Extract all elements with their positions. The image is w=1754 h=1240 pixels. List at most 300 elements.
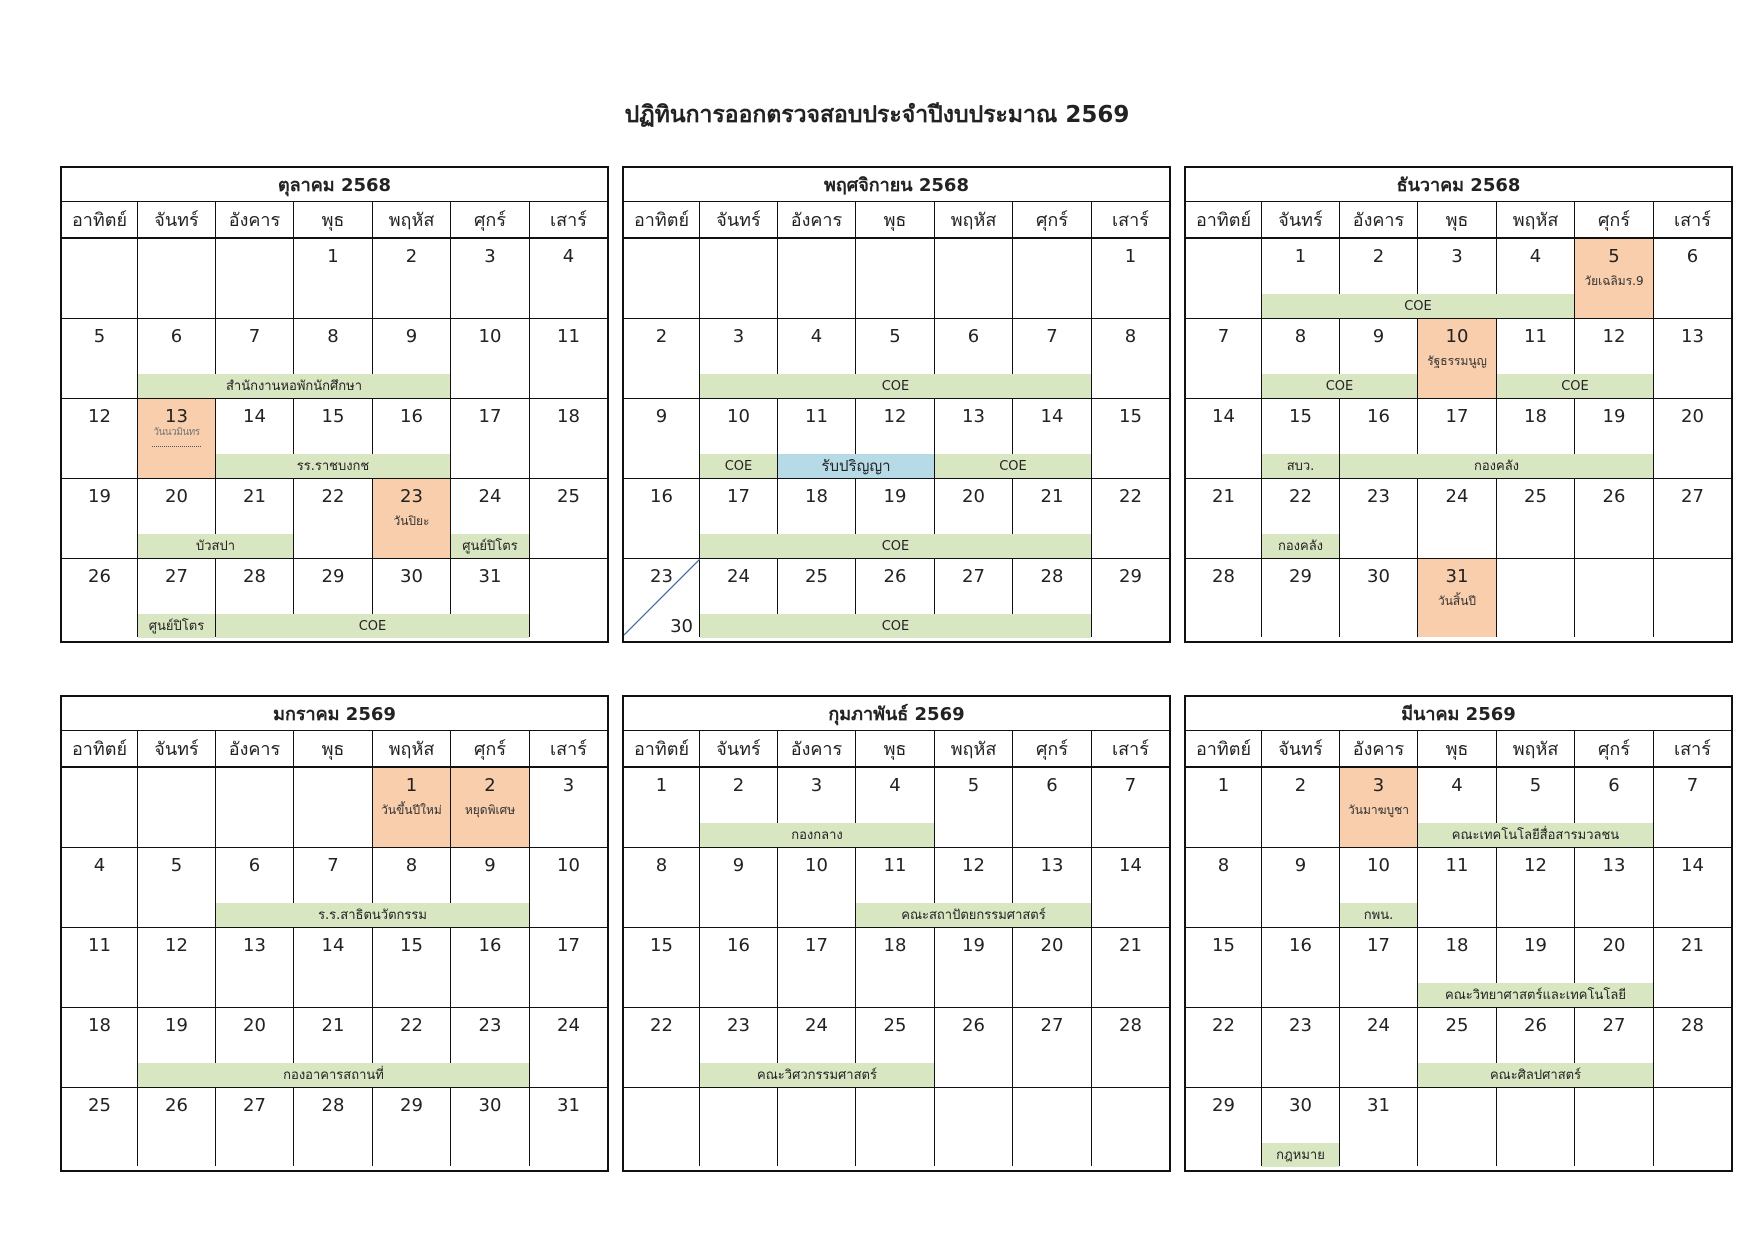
weekday-header: เสาร์ bbox=[1092, 202, 1169, 239]
day-cell[interactable] bbox=[216, 1088, 294, 1166]
day-number: 20 bbox=[1681, 406, 1704, 427]
day-number: 6 bbox=[1686, 246, 1699, 267]
day-number: 19 bbox=[883, 486, 907, 507]
weekday-header: อังคาร bbox=[216, 731, 294, 768]
day-cell[interactable] bbox=[294, 239, 373, 319]
day-number: 22 bbox=[1212, 1015, 1235, 1036]
day-cell[interactable] bbox=[138, 239, 216, 319]
day-cell[interactable] bbox=[1092, 479, 1169, 559]
day-number: 18 bbox=[88, 1015, 111, 1036]
day-number: 20 bbox=[165, 486, 188, 507]
page-title: ปฏิทินการออกตรวจสอบประจำปีงบประมาณ 2569 bbox=[624, 102, 1130, 128]
day-cell[interactable] bbox=[373, 1088, 451, 1166]
day-cell[interactable] bbox=[530, 768, 607, 848]
day-cell[interactable] bbox=[778, 928, 856, 1008]
holiday-cell[interactable] bbox=[1575, 239, 1654, 319]
day-number: 30 bbox=[1289, 1095, 1312, 1116]
weekday-header: เสาร์ bbox=[1092, 731, 1169, 768]
day-cell[interactable] bbox=[216, 768, 294, 848]
day-cell[interactable] bbox=[1092, 768, 1169, 848]
weekday-header: ศุกร์ bbox=[451, 731, 530, 768]
day-number: 26 bbox=[962, 1015, 985, 1036]
day-number: 8 bbox=[327, 326, 339, 347]
day-number: 18 bbox=[805, 486, 828, 507]
day-cell[interactable] bbox=[1013, 768, 1092, 848]
day-cell[interactable] bbox=[1092, 928, 1169, 1008]
weekday-header: อังคาร bbox=[1340, 731, 1418, 768]
event-bar[interactable]: คณะวิศวกรรมศาสตร์ bbox=[700, 1063, 934, 1087]
day-cell[interactable] bbox=[1418, 479, 1497, 559]
day-cell[interactable] bbox=[1262, 1008, 1340, 1088]
day-cell[interactable] bbox=[935, 768, 1013, 848]
day-number: 3 bbox=[810, 775, 823, 796]
event-bar[interactable]: COE bbox=[700, 614, 1091, 638]
day-cell[interactable] bbox=[530, 239, 607, 319]
event-bar[interactable]: COE bbox=[1262, 374, 1417, 398]
day-cell[interactable] bbox=[1092, 848, 1169, 928]
holiday-label: วันนวมินทร bbox=[153, 427, 200, 438]
day-number: 23 bbox=[1367, 486, 1390, 507]
day-cell[interactable] bbox=[1186, 319, 1262, 399]
day-cell[interactable] bbox=[62, 1088, 138, 1166]
weekday-header: พฤหัส bbox=[1497, 731, 1575, 768]
day-cell[interactable] bbox=[700, 239, 778, 319]
day-number: 25 bbox=[805, 566, 828, 587]
day-cell[interactable] bbox=[451, 928, 530, 1008]
day-number: 18 bbox=[557, 406, 580, 427]
day-cell[interactable] bbox=[1497, 848, 1575, 928]
event-bar[interactable]: COE bbox=[700, 374, 1091, 398]
day-cell[interactable] bbox=[624, 1088, 700, 1166]
day-number: 30 bbox=[670, 616, 693, 637]
day-number: 21 bbox=[1212, 486, 1235, 507]
event-bar[interactable]: คณะวิทยาศาสตร์และเทคโนโลยี bbox=[1418, 983, 1653, 1007]
day-cell[interactable] bbox=[294, 928, 373, 1008]
day-cell[interactable] bbox=[1013, 1088, 1092, 1166]
day-cell[interactable] bbox=[624, 848, 700, 928]
day-cell[interactable] bbox=[1186, 559, 1262, 637]
day-cell[interactable] bbox=[1340, 1008, 1418, 1088]
day-number: 31 bbox=[1367, 1095, 1390, 1116]
day-number: 24 bbox=[1445, 486, 1469, 507]
day-cell[interactable] bbox=[778, 239, 856, 319]
event-bar[interactable]: รร.ราชบงกช bbox=[216, 454, 450, 478]
day-number: 14 bbox=[1212, 406, 1235, 427]
day-number: 30 bbox=[400, 566, 423, 587]
day-cell[interactable] bbox=[1262, 928, 1340, 1008]
day-number: 17 bbox=[727, 486, 750, 507]
day-number: 15 bbox=[650, 935, 673, 956]
day-cell[interactable] bbox=[935, 1008, 1013, 1088]
day-cell[interactable] bbox=[62, 239, 138, 319]
day-number: 7 bbox=[1046, 326, 1058, 347]
day-number: 20 bbox=[1602, 935, 1626, 956]
weekday-header: อังคาร bbox=[778, 731, 856, 768]
day-cell[interactable] bbox=[294, 1088, 373, 1166]
day-number: 31 bbox=[478, 566, 502, 587]
month-title: มกราคม 2569 bbox=[62, 697, 607, 731]
day-number: 15 bbox=[321, 406, 345, 427]
day-cell[interactable] bbox=[294, 768, 373, 848]
day-number: 18 bbox=[1524, 406, 1547, 427]
day-cell[interactable] bbox=[1497, 559, 1575, 637]
day-cell[interactable] bbox=[530, 848, 607, 928]
event-bar[interactable]: กองกลาง bbox=[700, 823, 934, 847]
day-cell[interactable] bbox=[935, 1088, 1013, 1166]
day-cell[interactable] bbox=[624, 768, 700, 848]
day-cell[interactable] bbox=[856, 239, 935, 319]
day-cell[interactable] bbox=[1654, 928, 1731, 1008]
day-cell[interactable] bbox=[624, 559, 700, 637]
day-cell[interactable] bbox=[1654, 768, 1731, 848]
holiday-label: วันมาฆบูชา bbox=[1348, 803, 1409, 817]
holiday-cell[interactable] bbox=[373, 479, 451, 559]
day-number: 5 bbox=[170, 855, 183, 876]
event-bar[interactable]: คณะศิลปศาสตร์ bbox=[1418, 1063, 1653, 1087]
day-number: 23 bbox=[478, 1015, 502, 1036]
event-bar[interactable]: COE bbox=[1262, 294, 1574, 318]
day-cell[interactable] bbox=[451, 1088, 530, 1166]
day-cell[interactable] bbox=[451, 399, 530, 479]
day-number: 15 bbox=[1289, 406, 1312, 427]
day-cell[interactable] bbox=[530, 1088, 607, 1166]
day-cell[interactable] bbox=[1186, 1088, 1262, 1166]
day-number: 15 bbox=[1119, 406, 1142, 427]
day-cell[interactable] bbox=[856, 1088, 935, 1166]
weekday-header: พุธ bbox=[1418, 202, 1497, 239]
holiday-cell[interactable] bbox=[1418, 559, 1497, 637]
day-number: 24 bbox=[805, 1015, 828, 1036]
day-cell[interactable] bbox=[216, 928, 294, 1008]
day-cell[interactable] bbox=[138, 1088, 216, 1166]
month-title: พฤศจิกายน 2568 bbox=[624, 168, 1169, 202]
event-bar[interactable]: กพน. bbox=[1340, 903, 1417, 927]
day-cell[interactable] bbox=[1654, 848, 1731, 928]
day-number: 12 bbox=[883, 406, 907, 427]
day-number: 1 bbox=[655, 775, 668, 796]
day-number: 6 bbox=[248, 855, 261, 876]
day-cell[interactable] bbox=[624, 319, 700, 399]
day-number: 10 bbox=[1367, 855, 1390, 876]
event-bar[interactable]: รับปริญญา bbox=[778, 454, 934, 478]
day-cell[interactable] bbox=[62, 319, 138, 399]
weekday-header: พุธ bbox=[294, 731, 373, 768]
day-cell[interactable] bbox=[1092, 319, 1169, 399]
day-cell[interactable] bbox=[1654, 1008, 1731, 1088]
day-cell[interactable] bbox=[373, 928, 451, 1008]
weekday-header: อาทิตย์ bbox=[1186, 202, 1262, 239]
day-cell[interactable] bbox=[1013, 239, 1092, 319]
day-cell[interactable] bbox=[530, 479, 607, 559]
day-cell[interactable] bbox=[1186, 848, 1262, 928]
month-title: มีนาคม 2569 bbox=[1186, 697, 1731, 731]
day-cell[interactable] bbox=[138, 848, 216, 928]
day-number: 21 bbox=[1040, 486, 1064, 507]
event-bar[interactable]: ร.ร.สาธิตนวัตกรรม bbox=[216, 903, 529, 927]
event-bar[interactable]: ศูนย์ปิโตร bbox=[451, 534, 529, 558]
day-cell[interactable] bbox=[1654, 1088, 1731, 1166]
day-number: 6 bbox=[1046, 775, 1058, 796]
day-number: 10 bbox=[478, 326, 502, 347]
day-cell[interactable] bbox=[216, 239, 294, 319]
day-cell[interactable] bbox=[700, 1088, 778, 1166]
day-number: 4 bbox=[1529, 246, 1542, 267]
day-cell[interactable] bbox=[138, 768, 216, 848]
day-number: 21 bbox=[243, 486, 266, 507]
day-cell[interactable] bbox=[1340, 479, 1418, 559]
day-cell[interactable] bbox=[700, 928, 778, 1008]
day-cell[interactable] bbox=[1575, 848, 1654, 928]
weekday-header: พฤหัส bbox=[1497, 202, 1575, 239]
day-cell[interactable] bbox=[1575, 479, 1654, 559]
day-number: 13 bbox=[243, 935, 266, 956]
event-bar[interactable]: COE bbox=[700, 454, 777, 478]
day-cell[interactable] bbox=[1340, 559, 1418, 637]
day-cell[interactable] bbox=[62, 768, 138, 848]
day-cell[interactable] bbox=[1418, 848, 1497, 928]
day-cell[interactable] bbox=[1654, 239, 1731, 319]
day-cell[interactable] bbox=[1092, 559, 1169, 637]
day-number: 25 bbox=[88, 1095, 111, 1116]
day-cell[interactable] bbox=[138, 928, 216, 1008]
month-title: ตุลาคม 2568 bbox=[62, 168, 607, 202]
day-cell[interactable] bbox=[1654, 399, 1731, 479]
day-number: 10 bbox=[727, 406, 750, 427]
day-cell[interactable] bbox=[1575, 1088, 1654, 1166]
day-number: 29 bbox=[1119, 566, 1142, 587]
day-number: 18 bbox=[1445, 935, 1469, 956]
day-cell[interactable] bbox=[1013, 928, 1092, 1008]
day-number: 2 bbox=[1372, 246, 1385, 267]
event-bar[interactable]: COE bbox=[935, 454, 1091, 478]
month-calendar bbox=[1184, 695, 1733, 1172]
day-cell[interactable] bbox=[856, 928, 935, 1008]
month-calendar bbox=[1184, 166, 1733, 643]
day-number: 8 bbox=[1124, 326, 1137, 347]
day-number: 8 bbox=[1217, 855, 1230, 876]
event-bar[interactable]: กองคลัง bbox=[1262, 534, 1339, 558]
day-cell[interactable] bbox=[530, 928, 607, 1008]
event-bar[interactable]: ศูนย์ปิโตร bbox=[138, 614, 215, 638]
day-cell[interactable] bbox=[1654, 559, 1731, 637]
event-bar[interactable]: COE bbox=[700, 534, 1091, 558]
day-cell[interactable] bbox=[1262, 768, 1340, 848]
day-cell[interactable] bbox=[530, 559, 607, 637]
holiday-cell[interactable] bbox=[451, 768, 530, 848]
day-number: 12 bbox=[1524, 855, 1547, 876]
weekday-header: อาทิตย์ bbox=[1186, 731, 1262, 768]
weekday-header: เสาร์ bbox=[1654, 731, 1731, 768]
day-cell[interactable] bbox=[1186, 1008, 1262, 1088]
day-number: 11 bbox=[883, 855, 907, 876]
day-cell[interactable] bbox=[1186, 768, 1262, 848]
day-cell[interactable] bbox=[1186, 399, 1262, 479]
day-cell[interactable] bbox=[778, 848, 856, 928]
day-cell[interactable] bbox=[530, 1008, 607, 1088]
day-cell[interactable] bbox=[530, 319, 607, 399]
day-number: 29 bbox=[321, 566, 345, 587]
weekday-header: อังคาร bbox=[778, 202, 856, 239]
weekday-header: อาทิตย์ bbox=[62, 731, 138, 768]
day-number: 4 bbox=[810, 326, 823, 347]
day-cell[interactable] bbox=[1186, 239, 1262, 319]
day-cell[interactable] bbox=[624, 479, 700, 559]
day-number: 10 bbox=[805, 855, 828, 876]
day-cell[interactable] bbox=[1092, 1008, 1169, 1088]
day-number: 3 bbox=[1372, 775, 1385, 796]
month-title: ธันวาคม 2568 bbox=[1186, 168, 1731, 202]
day-cell[interactable] bbox=[1186, 928, 1262, 1008]
weekday-header: จันทร์ bbox=[700, 731, 778, 768]
day-number: 1 bbox=[1217, 775, 1230, 796]
day-number: 19 bbox=[1524, 935, 1547, 956]
day-number: 25 bbox=[557, 486, 580, 507]
day-cell[interactable] bbox=[1340, 928, 1418, 1008]
day-number: 7 bbox=[1124, 775, 1137, 796]
event-bar[interactable]: บัวสปา bbox=[138, 534, 293, 558]
holiday-cell[interactable] bbox=[373, 768, 451, 848]
day-number: 27 bbox=[962, 566, 985, 587]
month-calendar bbox=[60, 166, 609, 643]
holiday-label: วันสิ้นปี bbox=[1437, 594, 1477, 608]
day-number: 10 bbox=[557, 855, 580, 876]
day-cell[interactable] bbox=[530, 399, 607, 479]
day-number: 4 bbox=[889, 775, 901, 796]
day-cell[interactable] bbox=[1654, 319, 1731, 399]
day-cell[interactable] bbox=[294, 479, 373, 559]
day-cell[interactable] bbox=[1497, 479, 1575, 559]
day-number: 15 bbox=[1212, 935, 1235, 956]
day-cell[interactable] bbox=[1092, 399, 1169, 479]
day-number: 13 bbox=[165, 406, 188, 427]
day-number: 27 bbox=[243, 1095, 266, 1116]
day-cell[interactable] bbox=[1092, 239, 1169, 319]
day-number: 12 bbox=[962, 855, 985, 876]
day-number: 22 bbox=[400, 1015, 423, 1036]
weekday-header: พุธ bbox=[1418, 731, 1497, 768]
day-number: 26 bbox=[88, 566, 111, 587]
day-cell[interactable] bbox=[451, 239, 530, 319]
event-bar[interactable]: กองคลัง bbox=[1340, 454, 1653, 478]
day-number: 15 bbox=[400, 935, 423, 956]
day-number: 4 bbox=[1451, 775, 1463, 796]
day-cell[interactable] bbox=[62, 1008, 138, 1088]
day-number: 30 bbox=[478, 1095, 502, 1116]
day-cell[interactable] bbox=[1092, 1088, 1169, 1166]
day-number: 22 bbox=[650, 1015, 673, 1036]
day-cell[interactable] bbox=[1418, 1088, 1497, 1166]
day-cell[interactable] bbox=[1497, 1088, 1575, 1166]
weekday-header: อังคาร bbox=[1340, 202, 1418, 239]
day-cell[interactable] bbox=[624, 239, 700, 319]
day-cell[interactable] bbox=[373, 239, 451, 319]
event-bar[interactable]: กฎหมาย bbox=[1262, 1143, 1339, 1167]
day-cell[interactable] bbox=[62, 559, 138, 637]
day-cell[interactable] bbox=[935, 928, 1013, 1008]
day-number: 19 bbox=[1602, 406, 1626, 427]
day-number: 4 bbox=[93, 855, 106, 876]
day-cell[interactable] bbox=[62, 479, 138, 559]
day-number: 22 bbox=[1289, 486, 1312, 507]
day-number: 24 bbox=[478, 486, 502, 507]
weekday-header: ศุกร์ bbox=[451, 202, 530, 239]
day-number: 28 bbox=[1040, 566, 1064, 587]
day-number: 17 bbox=[1367, 935, 1390, 956]
day-cell[interactable] bbox=[624, 399, 700, 479]
holiday-cell[interactable] bbox=[138, 399, 216, 479]
event-bar[interactable]: COE bbox=[216, 614, 529, 638]
day-number: 5 bbox=[967, 775, 980, 796]
weekday-header: ศุกร์ bbox=[1013, 202, 1092, 239]
day-cell[interactable] bbox=[1654, 479, 1731, 559]
day-number: 23 bbox=[650, 566, 673, 587]
day-cell[interactable] bbox=[700, 848, 778, 928]
event-bar[interactable]: สบว. bbox=[1262, 454, 1339, 478]
day-cell[interactable] bbox=[624, 1008, 700, 1088]
day-number: 1 bbox=[1124, 246, 1137, 267]
day-cell[interactable] bbox=[1186, 479, 1262, 559]
day-number: 16 bbox=[400, 406, 423, 427]
month-title: กุมภาพันธ์ 2569 bbox=[624, 697, 1169, 731]
day-number: 21 bbox=[321, 1015, 345, 1036]
day-number: 8 bbox=[405, 855, 418, 876]
holiday-cell[interactable] bbox=[1340, 768, 1418, 848]
weekday-header: อังคาร bbox=[216, 202, 294, 239]
day-number: 4 bbox=[562, 246, 575, 267]
weekday-header: พุธ bbox=[856, 202, 935, 239]
day-cell[interactable] bbox=[1013, 1008, 1092, 1088]
event-bar[interactable]: สำนักงานหอพักนักศึกษา bbox=[138, 374, 450, 398]
day-number: 27 bbox=[1681, 486, 1704, 507]
day-number: 1 bbox=[327, 246, 339, 267]
holiday-cell[interactable] bbox=[1418, 319, 1497, 399]
day-cell[interactable] bbox=[624, 928, 700, 1008]
weekday-header: อาทิตย์ bbox=[624, 202, 700, 239]
event-bar[interactable]: คณะเทคโนโลยีสื่อสารมวลชน bbox=[1418, 823, 1653, 847]
day-number: 13 bbox=[1681, 326, 1704, 347]
day-number: 1 bbox=[1294, 246, 1307, 267]
day-number: 5 bbox=[1608, 246, 1620, 267]
day-number: 7 bbox=[327, 855, 339, 876]
day-number: 3 bbox=[732, 326, 745, 347]
month-calendar bbox=[622, 166, 1171, 643]
day-cell[interactable] bbox=[1575, 559, 1654, 637]
event-bar[interactable]: กองอาคารสถานที่ bbox=[138, 1063, 529, 1087]
day-number: 5 bbox=[93, 326, 106, 347]
day-cell[interactable] bbox=[1262, 559, 1340, 637]
weekday-header: จันทร์ bbox=[138, 731, 216, 768]
event-bar[interactable]: คณะสถาปัตยกรรมศาสตร์ bbox=[856, 903, 1091, 927]
day-number: 24 bbox=[1367, 1015, 1390, 1036]
day-number: 28 bbox=[243, 566, 266, 587]
event-bar[interactable]: COE bbox=[1497, 374, 1653, 398]
day-cell[interactable] bbox=[451, 319, 530, 399]
day-cell[interactable] bbox=[1262, 848, 1340, 928]
day-cell[interactable] bbox=[62, 928, 138, 1008]
day-cell[interactable] bbox=[62, 848, 138, 928]
day-cell[interactable] bbox=[62, 399, 138, 479]
month-calendar bbox=[60, 695, 609, 1172]
day-cell[interactable] bbox=[1340, 1088, 1418, 1166]
day-number: 26 bbox=[883, 566, 907, 587]
weekday-header: พฤหัส bbox=[935, 202, 1013, 239]
day-cell[interactable] bbox=[935, 239, 1013, 319]
day-number: 21 bbox=[1119, 935, 1142, 956]
weekday-header: พุธ bbox=[294, 202, 373, 239]
day-number: 29 bbox=[1289, 566, 1312, 587]
day-cell[interactable] bbox=[778, 1088, 856, 1166]
weekday-header: จันทร์ bbox=[138, 202, 216, 239]
